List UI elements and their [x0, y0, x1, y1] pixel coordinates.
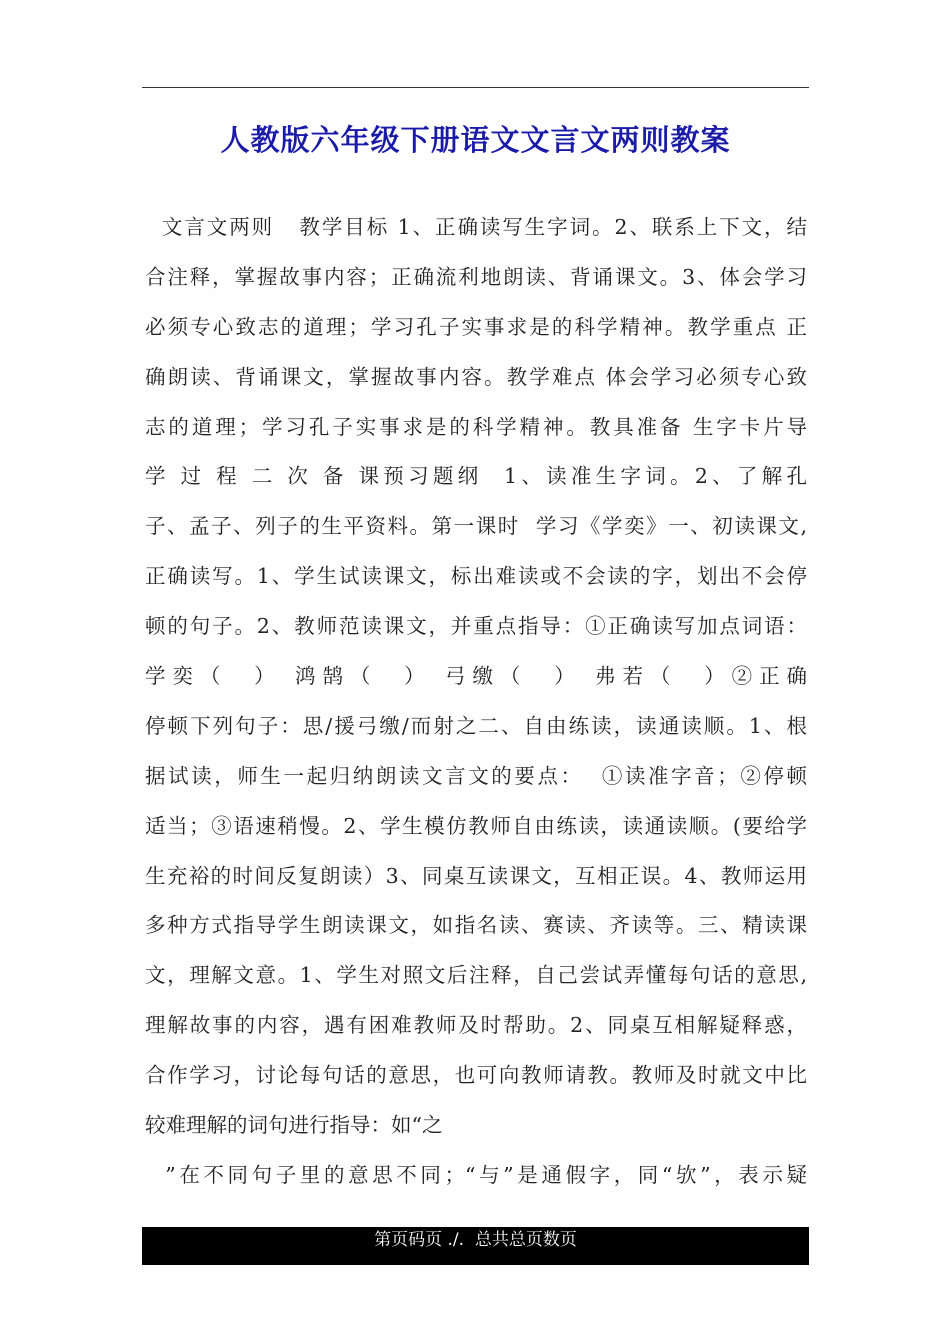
- header-rule: [142, 87, 809, 88]
- body-line-18: 合作学习，讨论每句话的意思，也可向教师请教。教师及时就文中比: [145, 1063, 807, 1088]
- body-line-19: 较难理解的词句进行指导：如“之: [145, 1113, 443, 1138]
- body-line-6: 学 过 程 二 次 备 课预习题纲 1、读准生字词。2、了解孔: [145, 464, 807, 489]
- page-number-footer: 第页码页 ./. 总共总页数页: [374, 1230, 577, 1250]
- body-line-7: 子、孟子、列子的生平资料。第一课时 学习《学奕》一、初读课文,: [145, 514, 807, 539]
- body-line-14: 生充裕的时间反复朗读）3、同桌互读课文，互相正误。4、教师运用: [145, 863, 807, 888]
- body-line-15: 多种方式指导学生朗读课文，如指名读、赛读、齐读等。三、精读课: [145, 913, 807, 938]
- body-line-12: 据试读，师生一起归纳朗读文言文的要点： ①读准字音；②停顿: [145, 763, 807, 788]
- body-line-3: 必须专心致志的道理；学习孔子实事求是的科学精神。教学重点 正: [145, 314, 807, 339]
- footer-bar: [142, 1227, 809, 1265]
- body-line-13: 适当；③语速稍慢。2、学生模仿教师自由练读，读通读顺。(要给学: [145, 813, 807, 838]
- body-line-5: 志的道理；学习孔子实事求是的科学精神。教具准备 生字卡片导: [145, 414, 807, 439]
- body-line-1: 文言文两则 教学目标 1、正确读写生字词。2、联系上下文，结: [145, 215, 807, 239]
- document-title: 人教版六年级下册语文文言文两则教案: [220, 123, 731, 157]
- body-line-9: 顿的句子。2、教师范读课文，并重点指导：①正确读写加点词语：: [145, 614, 807, 639]
- body-line-17: 理解故事的内容，遇有困难教师及时帮助。2、同桌互相解疑释惑，: [145, 1013, 807, 1038]
- body-line-20: ”在不同句子里的意思不同；“与”是通假字，同“欤”，表示疑: [145, 1162, 807, 1187]
- body-line-4: 确朗读、背诵课文，掌握故事内容。教学难点 体会学习必须专心致: [145, 364, 807, 389]
- body-line-8: 正确读写。1、学生试读课文，标出难读或不会读的字，划出不会停: [145, 564, 807, 589]
- body-line-16: 文，理解文意。1、学生对照文后注释，自己尝试弄懂每句话的意思,: [145, 963, 807, 988]
- body-line-10: 学奕（ ） 鸿鹄（ ） 弓缴（ ） 弗若（ ）②正确: [145, 664, 807, 689]
- body-line-2: 合注释，掌握故事内容；正确流利地朗读、背诵课文。3、体会学习: [145, 264, 807, 289]
- body-line-11: 停顿下列句子：思/援弓缴/而射之二、自由练读，读通读顺。1、根: [145, 713, 807, 738]
- document-body: [145, 203, 807, 1201]
